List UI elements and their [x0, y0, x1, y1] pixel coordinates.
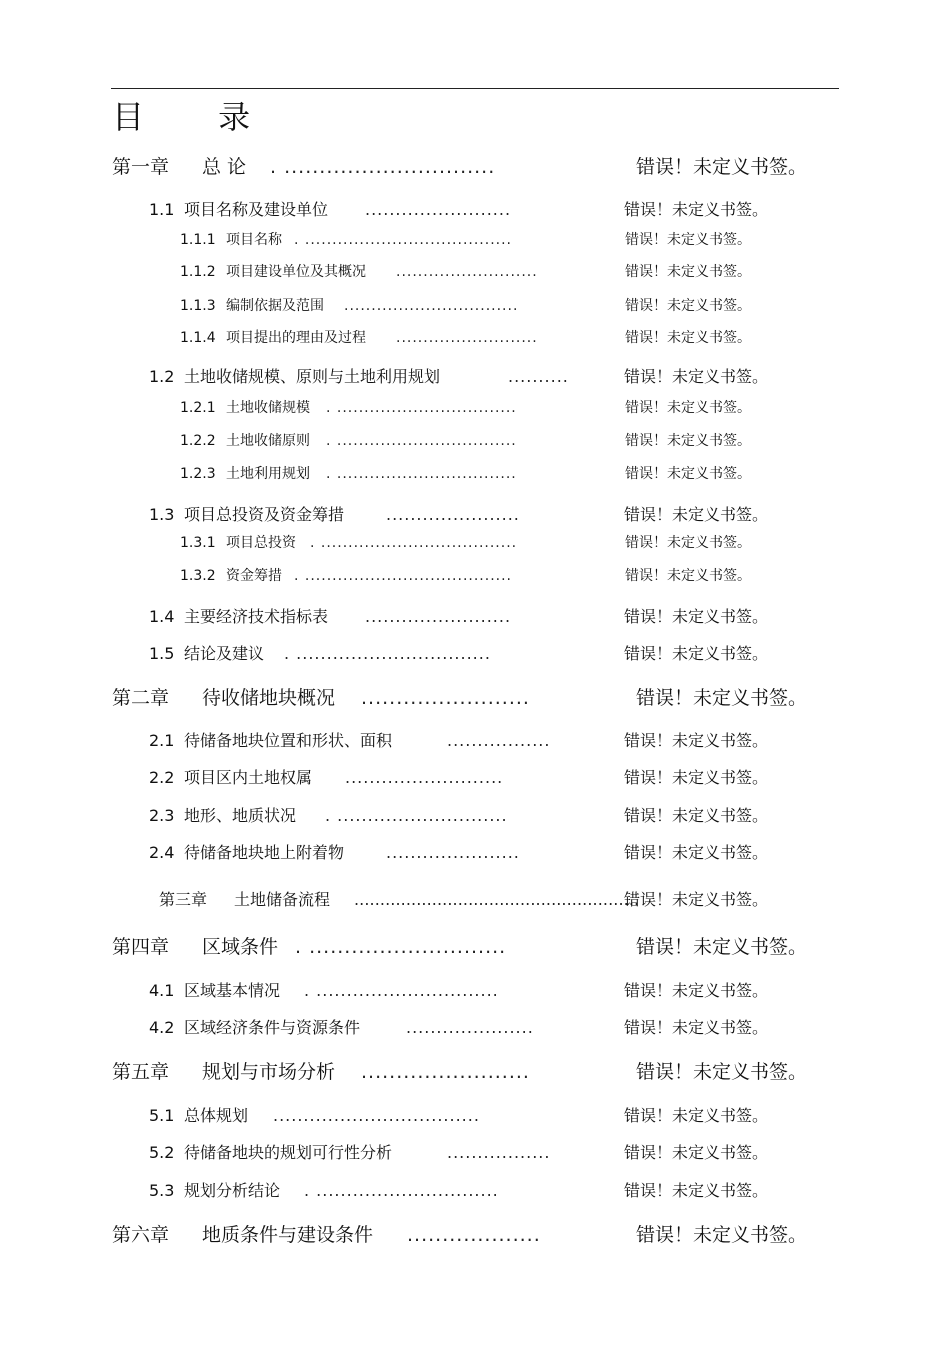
toc-number: 5.1	[149, 1106, 175, 1125]
toc-page-ref: 错误！未定义书签。	[625, 568, 751, 584]
toc-text: 项目区内土地权属	[184, 768, 313, 787]
toc-entry-chapter-3[interactable]	[0, 888, 950, 912]
toc-leader: . ............................	[325, 806, 508, 825]
toc-entry-1-1[interactable]	[0, 198, 950, 222]
toc-page-ref: 错误！未定义书签。	[625, 535, 751, 551]
toc-number: 1.1.2	[180, 264, 216, 280]
toc-number: 2.4	[149, 843, 175, 862]
toc-leader: . ..............................	[304, 981, 499, 1000]
toc-text: 待储备地块的规划可行性分析	[184, 1143, 393, 1162]
toc-page-ref: 错误！未定义书签。	[625, 400, 751, 416]
toc-text: 项目名称及建设单位	[184, 200, 329, 219]
toc-entry-2-1[interactable]	[0, 729, 950, 753]
toc-text: 地形、地质状况	[184, 806, 297, 825]
toc-leader: . ..............................	[270, 156, 496, 178]
toc-number: 第三章	[159, 890, 208, 909]
toc-entry-2-2[interactable]	[0, 766, 950, 790]
toc-leader: ......................	[386, 505, 520, 524]
toc-text: 区域条件	[202, 936, 279, 958]
toc-leader: ........................	[361, 687, 530, 709]
toc-text: 土地收储规模	[226, 400, 310, 416]
toc-leader: ................................	[344, 298, 519, 314]
toc-entry-5-1[interactable]	[0, 1104, 950, 1128]
toc-page-ref: 错误！未定义书签。	[624, 806, 769, 825]
toc-entry-1-2[interactable]	[0, 365, 950, 389]
toc-leader: . ....................................	[310, 535, 518, 551]
toc-number: 第一章	[112, 156, 170, 178]
toc-text: 待储备地块位置和形状、面积	[184, 731, 393, 750]
toc-number: 1.1.1	[180, 232, 216, 248]
toc-text: 项目总投资	[226, 535, 296, 551]
toc-number: 1.4	[149, 607, 175, 626]
toc-leader: . .................................	[326, 466, 517, 482]
toc-leader: . .................................	[326, 433, 517, 449]
toc-entry-5-3[interactable]	[0, 1179, 950, 1203]
toc-leader: ..........................	[396, 330, 538, 346]
toc-number: 1.3.2	[180, 568, 216, 584]
toc-leader: ........................	[365, 607, 512, 626]
toc-page-ref: 错误！未定义书签。	[625, 264, 751, 280]
toc-number: 2.3	[149, 806, 175, 825]
toc-leader: . ................................	[284, 644, 491, 663]
toc-leader: ......................	[386, 843, 520, 862]
toc-entry-1-3-1[interactable]	[0, 531, 950, 555]
toc-entry-chapter-6[interactable]	[0, 1223, 950, 1247]
toc-page-ref: 错误！未定义书签。	[624, 1106, 769, 1125]
toc-entry-1-1-3[interactable]	[0, 294, 950, 318]
toc-entry-2-4[interactable]	[0, 841, 950, 865]
toc-number: 2.2	[149, 768, 175, 787]
toc-leader: ........................	[365, 200, 512, 219]
toc-text: 项目名称	[226, 232, 282, 248]
toc-entry-1-3[interactable]	[0, 503, 950, 527]
toc-page-ref: 错误！未定义书签。	[625, 433, 751, 449]
toc-text: 土地收储原则	[226, 433, 310, 449]
toc-leader: ..........	[508, 367, 569, 386]
toc-leader: .......................................................	[354, 890, 640, 909]
toc-number: 1.2.2	[180, 433, 216, 449]
toc-page-ref: 错误！未定义书签。	[624, 890, 769, 909]
toc-text: 项目总投资及资金筹措	[184, 505, 345, 524]
toc-number: 5.3	[149, 1181, 175, 1200]
toc-leader: . ............................	[295, 936, 507, 958]
toc-entry-1-2-2[interactable]	[0, 429, 950, 453]
toc-text: 总体规划	[184, 1106, 249, 1125]
toc-entry-1-1-4[interactable]	[0, 326, 950, 350]
header-rule	[111, 88, 839, 89]
toc-page-ref: 错误！未定义书签。	[624, 1018, 769, 1037]
toc-text: 地质条件与建设条件	[202, 1224, 374, 1246]
toc-entry-1-4[interactable]	[0, 605, 950, 629]
toc-entry-chapter-5[interactable]	[0, 1060, 950, 1084]
toc-leader: ..................................	[273, 1106, 480, 1125]
toc-text: 规划与市场分析	[202, 1061, 336, 1083]
toc-number: 1.1.3	[180, 298, 216, 314]
toc-entry-2-3[interactable]	[0, 804, 950, 828]
toc-text: 项目建设单位及其概况	[226, 264, 366, 280]
toc-text: 编制依据及范围	[226, 298, 324, 314]
toc-text: 区域经济条件与资源条件	[184, 1018, 361, 1037]
toc-text: 项目提出的理由及过程	[226, 330, 366, 346]
toc-text: 资金筹措	[226, 568, 282, 584]
toc-page-ref: 错误！未定义书签。	[636, 936, 808, 958]
toc-page-ref: 错误！未定义书签。	[624, 843, 769, 862]
toc-leader: . ..............................	[304, 1181, 499, 1200]
toc-number: 4.2	[149, 1018, 175, 1037]
toc-leader: ..........................	[396, 264, 538, 280]
toc-leader: .................	[447, 1143, 551, 1162]
toc-number: 5.2	[149, 1143, 175, 1162]
toc-page-ref: 错误！未定义书签。	[625, 330, 751, 346]
toc-title: 目 录	[112, 98, 283, 136]
toc-entry-4-1[interactable]	[0, 979, 950, 1003]
toc-leader: . .................................	[326, 400, 517, 416]
toc-entry-4-2[interactable]	[0, 1016, 950, 1040]
toc-text: 土地储备流程	[234, 890, 331, 909]
toc-page-ref: 错误！未定义书签。	[624, 768, 769, 787]
toc-number: 4.1	[149, 981, 175, 1000]
toc-entry-1-5[interactable]	[0, 642, 950, 666]
toc-entry-chapter-4[interactable]	[0, 935, 950, 959]
toc-page-ref: 错误！未定义书签。	[625, 232, 751, 248]
toc-page-ref: 错误！未定义书签。	[624, 1143, 769, 1162]
toc-entry-1-2-1[interactable]	[0, 396, 950, 420]
toc-page-ref: 错误！未定义书签。	[625, 298, 751, 314]
toc-leader: .................	[447, 731, 551, 750]
toc-page-ref: 错误！未定义书签。	[624, 731, 769, 750]
toc-page-ref: 错误！未定义书签。	[636, 687, 808, 709]
toc-number: 1.1	[149, 200, 175, 219]
toc-entry-1-3-2[interactable]	[0, 564, 950, 588]
toc-text: 总 论	[202, 156, 247, 178]
toc-page-ref: 错误！未定义书签。	[636, 156, 808, 178]
toc-text: 土地收储规模、原则与土地利用规划	[184, 367, 441, 386]
toc-text: 规划分析结论	[184, 1181, 281, 1200]
toc-page-ref: 错误！未定义书签。	[624, 367, 769, 386]
toc-text: 待储备地块地上附着物	[184, 843, 345, 862]
toc-number: 第五章	[112, 1061, 170, 1083]
toc-text: 土地利用规划	[226, 466, 310, 482]
toc-number: 1.5	[149, 644, 175, 663]
toc-page-ref: 错误！未定义书签。	[624, 981, 769, 1000]
toc-leader: ........................	[361, 1061, 530, 1083]
toc-text: 结论及建议	[184, 644, 265, 663]
toc-leader: .....................	[406, 1018, 534, 1037]
toc-page-ref: 错误！未定义书签。	[624, 1181, 769, 1200]
toc-page-ref: 错误！未定义书签。	[624, 200, 769, 219]
toc-entry-5-2[interactable]	[0, 1141, 950, 1165]
toc-entry-chapter-2[interactable]	[0, 686, 950, 710]
toc-page-ref: 错误！未定义书签。	[624, 607, 769, 626]
toc-number: 第六章	[112, 1224, 170, 1246]
toc-page-ref: 错误！未定义书签。	[624, 505, 769, 524]
toc-entry-1-1-2[interactable]	[0, 260, 950, 284]
toc-number: 1.1.4	[180, 330, 216, 346]
toc-number: 1.3	[149, 505, 175, 524]
toc-entry-chapter-1[interactable]	[0, 155, 950, 179]
toc-number: 1.2	[149, 367, 175, 386]
toc-text: 主要经济技术指标表	[184, 607, 329, 626]
toc-page-ref: 错误！未定义书签。	[625, 466, 751, 482]
toc-number: 第二章	[112, 687, 170, 709]
toc-number: 2.1	[149, 731, 175, 750]
toc-leader: . ......................................	[294, 568, 513, 584]
toc-number: 1.2.1	[180, 400, 216, 416]
toc-number: 第四章	[112, 936, 170, 958]
toc-text: 区域基本情况	[184, 981, 281, 1000]
toc-entry-1-2-3[interactable]	[0, 462, 950, 486]
toc-page-ref: 错误！未定义书签。	[624, 644, 769, 663]
toc-page-ref: 错误！未定义书签。	[636, 1224, 808, 1246]
toc-entry-1-1-1[interactable]	[0, 228, 950, 252]
toc-leader: ..........................	[345, 768, 504, 787]
toc-leader: . ......................................	[294, 232, 513, 248]
toc-page-ref: 错误！未定义书签。	[636, 1061, 808, 1083]
toc-leader: ...................	[407, 1224, 541, 1246]
toc-number: 1.2.3	[180, 466, 216, 482]
toc-text: 待收储地块概况	[202, 687, 336, 709]
toc-number: 1.3.1	[180, 535, 216, 551]
